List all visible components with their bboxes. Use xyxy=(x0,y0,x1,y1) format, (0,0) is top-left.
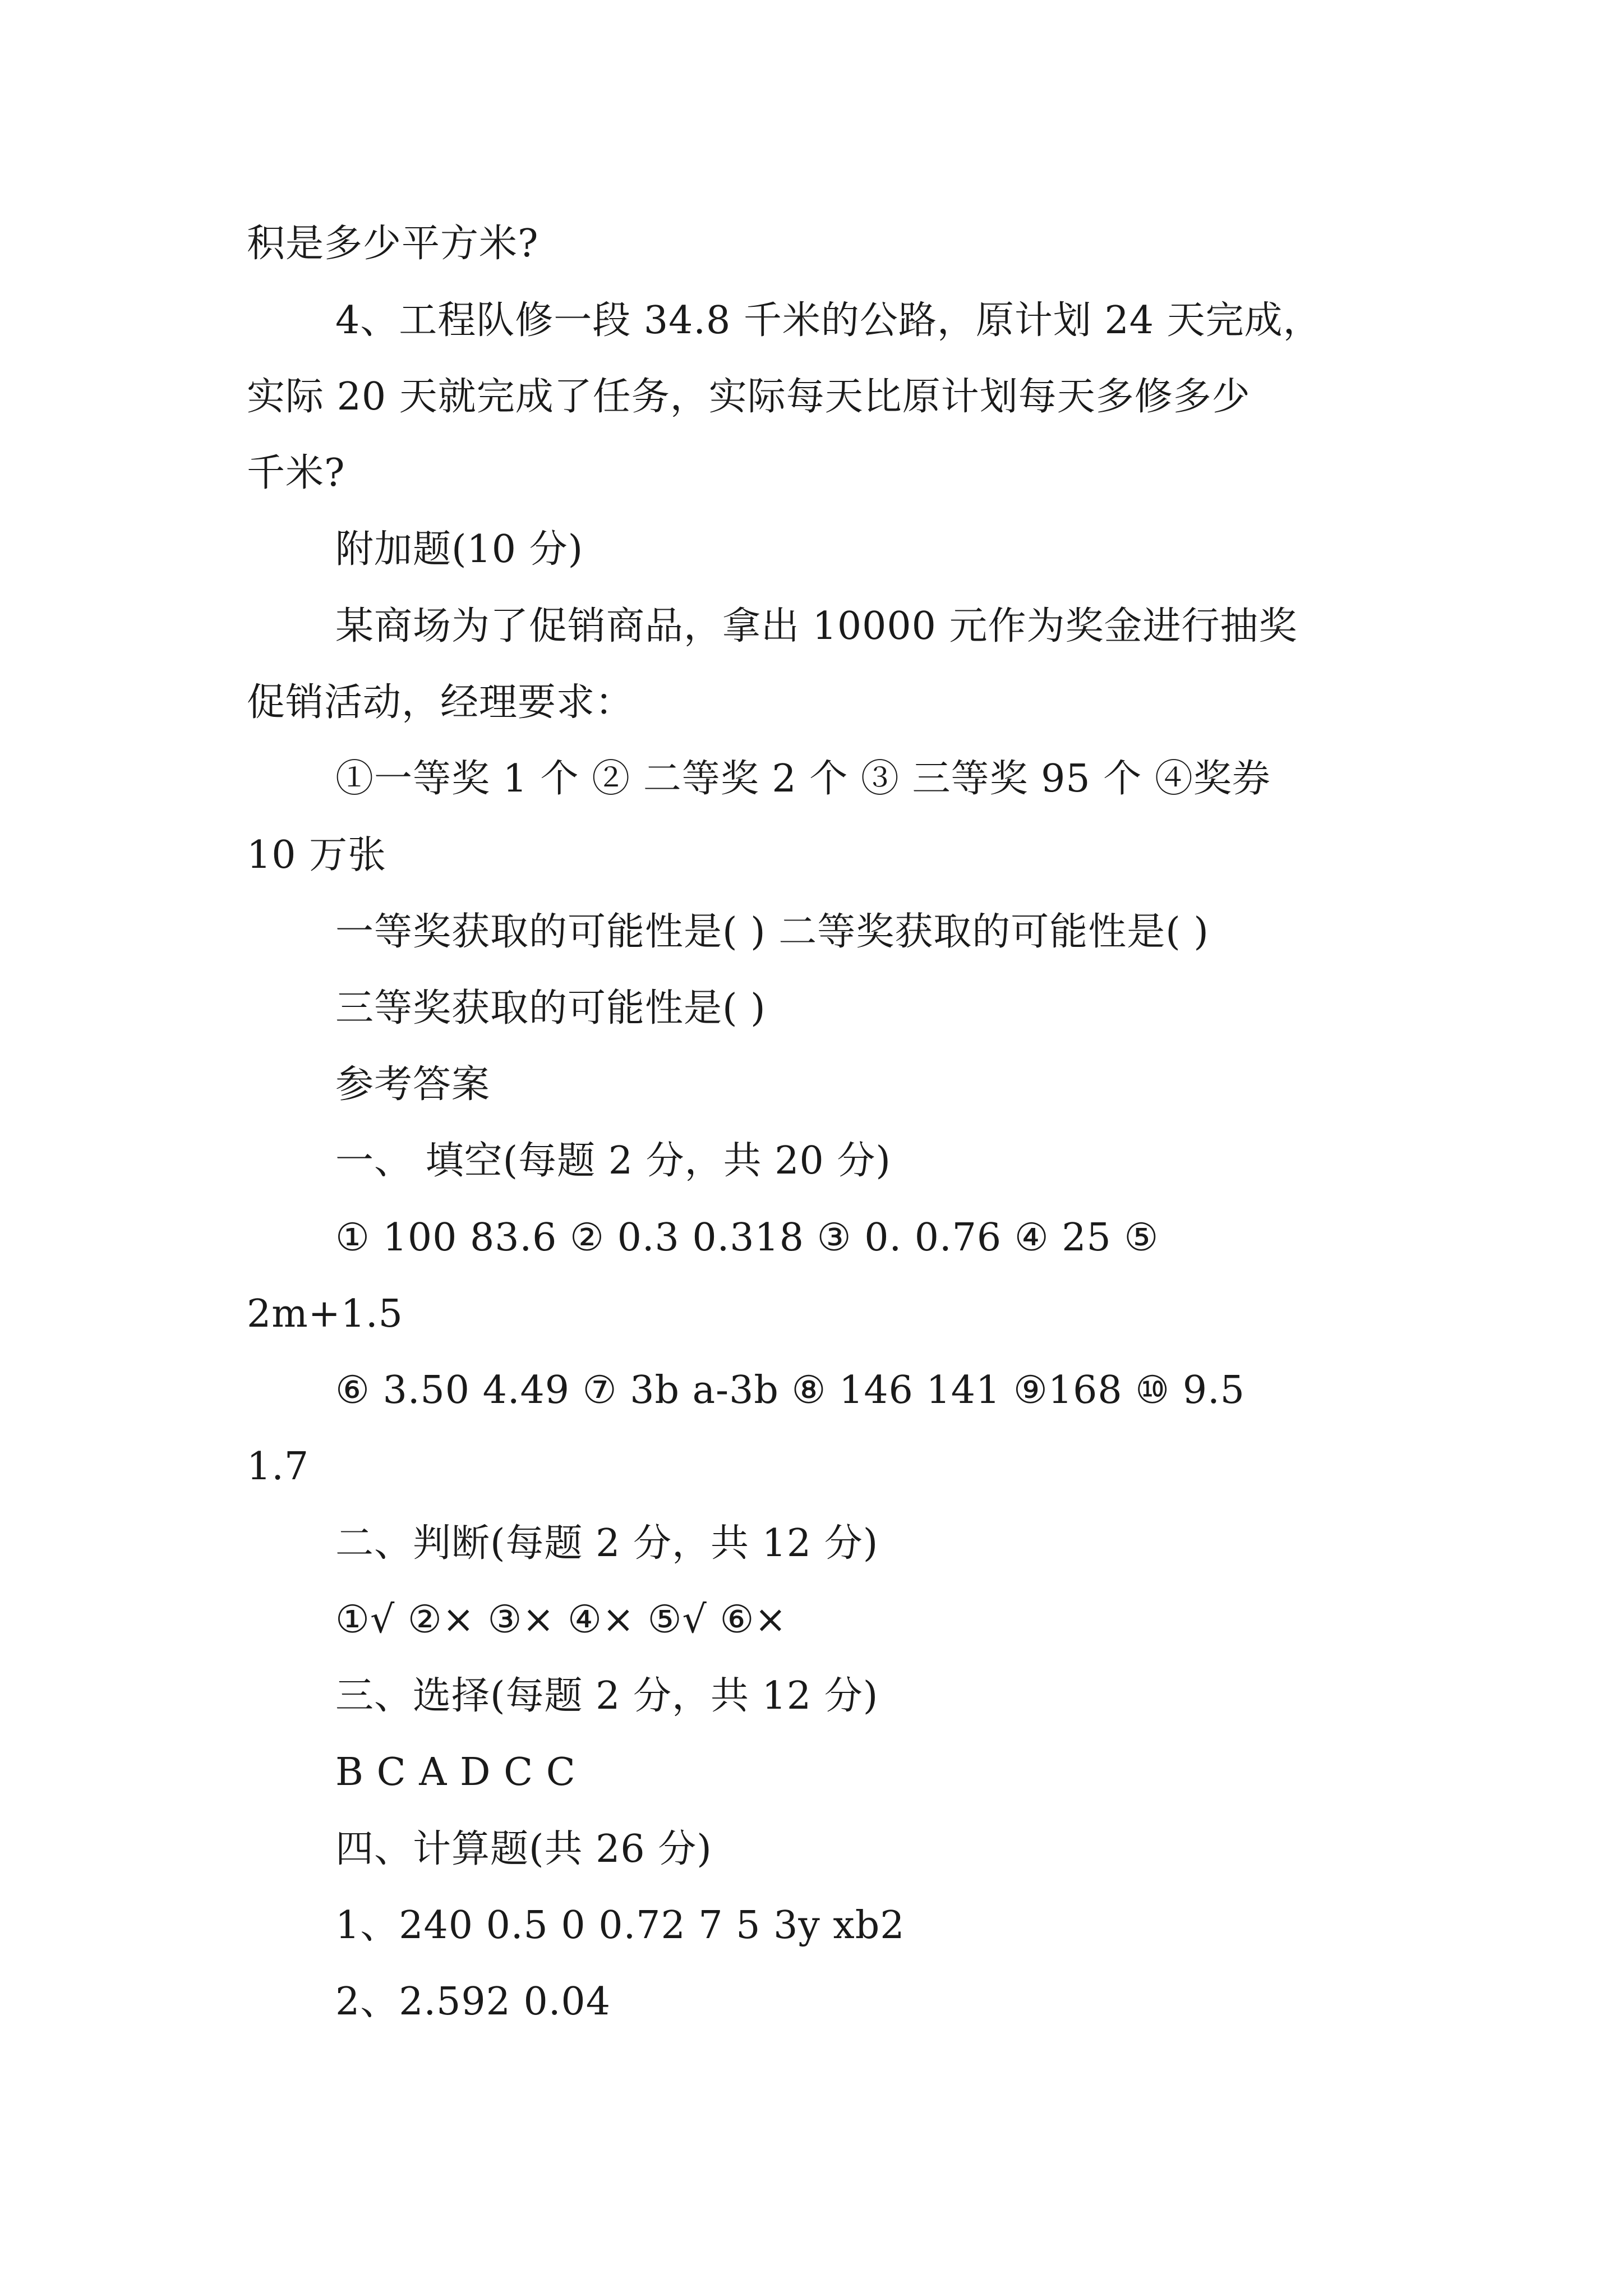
answers-heading: 参考答案 xyxy=(335,1062,491,1107)
text-line: 实际 20 天就完成了任务，实际每天比原计划每天多修多少 xyxy=(247,375,1251,419)
answer-line: 1.7 xyxy=(247,1444,310,1489)
answer-line: ①√ ②× ③× ④× ⑤√ ⑥× xyxy=(335,1598,787,1642)
section-heading: 四、计算题(共 26 分) xyxy=(335,1827,712,1871)
text-line: 10 万张 xyxy=(247,833,387,877)
answer-line: ① 100 83.6 ② 0.3 0.318 ③ 0. 0.76 ④ 25 ⑤ xyxy=(335,1216,1159,1260)
section-heading: 三、选择(每题 2 分，共 12 分) xyxy=(335,1674,879,1718)
text-line: 三等奖获取的可能性是( ) xyxy=(335,986,766,1030)
text-line: 促销活动，经理要求： xyxy=(247,680,634,725)
answer-line: 2、2.592 0.04 xyxy=(335,1980,611,2024)
text-line: 某商场为了促销商品，拿出 10000 元作为奖金进行抽奖 xyxy=(335,604,1298,648)
bonus-heading: 附加题(10 分) xyxy=(335,527,584,572)
answer-line: ⑥ 3.50 4.49 ⑦ 3b a-3b ⑧ 146 141 ⑨168 ⑩ 9.5 xyxy=(335,1368,1246,1412)
text-line: 千米? xyxy=(247,451,345,495)
answer-line: B C A D C C xyxy=(335,1750,576,1795)
answer-line: 2m+1.5 xyxy=(247,1292,403,1336)
question-4-line: 4、工程队修一段 34.8 千米的公路，原计划 24 天完成， xyxy=(335,298,1322,343)
text-line: 积是多少平方米? xyxy=(247,222,539,266)
text-line: ①一等奖 1 个 ② 二等奖 2 个 ③ 三等奖 95 个 ④奖券 xyxy=(335,757,1271,801)
answer-line: 1、240 0.5 0 0.72 7 5 3y xb2 xyxy=(335,1903,905,1948)
section-heading: 二、判断(每题 2 分，共 12 分) xyxy=(335,1521,879,1566)
text-line: 一等奖获取的可能性是( ) 二等奖获取的可能性是( ) xyxy=(335,910,1209,954)
section-heading: 一、 填空(每题 2 分，共 20 分) xyxy=(335,1139,891,1183)
